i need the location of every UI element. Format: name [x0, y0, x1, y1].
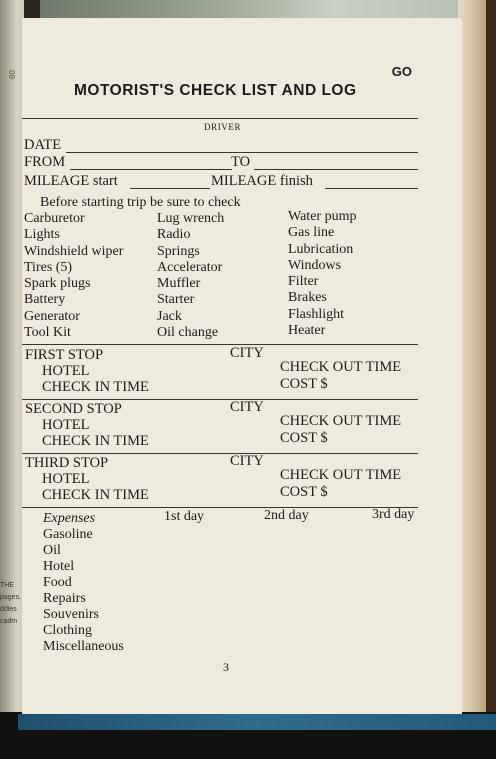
divider	[22, 118, 418, 119]
mileage-start-label: MILEAGE start	[24, 173, 118, 189]
stop-check-out-label: CHECK OUT TIME	[280, 359, 402, 375]
checklist-item: Jack	[157, 308, 182, 324]
page-code: GO	[391, 64, 412, 79]
checklist-item: Tires (5)	[24, 259, 73, 275]
date-label: DATE	[24, 137, 62, 153]
expense-item: Clothing	[43, 623, 93, 638]
expense-item: Miscellaneous	[43, 639, 124, 654]
checklist-item: Accelerator	[157, 259, 223, 275]
left-page-text-line: pages.	[0, 594, 22, 601]
page-title: MOTORIST'S CHECK LIST AND LOG	[74, 82, 357, 99]
left-page-edge	[0, 0, 24, 740]
stop-city-label: CITY	[230, 453, 264, 469]
checklist-item: Water pump	[288, 209, 357, 224]
expense-item: Food	[43, 575, 72, 590]
stop-check-out-label: CHECK OUT TIME	[280, 467, 402, 483]
stop-hotel-label: HOTEL	[42, 417, 90, 433]
date-line[interactable]	[66, 152, 418, 153]
stop-check-in-label: CHECK IN TIME	[42, 379, 149, 395]
checklist-item: Springs	[157, 243, 200, 259]
stop-check-in-label: CHECK IN TIME	[42, 433, 149, 449]
expenses-day-header: 1st day	[164, 509, 205, 524]
to-label: TO	[231, 154, 251, 170]
checklist-item: Lug wrench	[157, 211, 225, 226]
stop-hotel-label: HOTEL	[42, 363, 90, 379]
to-line[interactable]	[254, 169, 418, 170]
book-spine-shadow	[486, 0, 496, 712]
expense-item: Oil	[43, 543, 61, 558]
stop-city-label: CITY	[230, 345, 264, 361]
divider	[22, 453, 418, 454]
checklist-item: Oil change	[157, 325, 219, 341]
stop-cost-label: COST $	[280, 484, 328, 500]
stop-cost-label: COST $	[280, 430, 328, 446]
checklist-item: Lubrication	[288, 241, 354, 257]
left-page-number: 60	[7, 70, 17, 79]
driver-label: DRIVER	[204, 122, 242, 132]
left-page-text-line: THE	[0, 582, 14, 589]
mileage-start-line[interactable]	[130, 188, 210, 189]
stop-name: SECOND STOP	[25, 401, 122, 417]
left-page-text	[0, 580, 20, 628]
checklist-intro: Before starting trip be sure to check	[40, 195, 241, 210]
stop-name: FIRST STOP	[25, 347, 104, 363]
expense-item: Souvenirs	[43, 607, 99, 622]
left-page-text-line: cadm	[0, 618, 18, 625]
checklist-item: Flashlight	[288, 306, 345, 322]
expenses-day-header: 2nd day	[264, 508, 309, 523]
stop-name: THIRD STOP	[25, 455, 109, 471]
checklist-item: Lights	[24, 227, 60, 243]
stop-hotel-label: HOTEL	[42, 471, 90, 487]
mileage-finish-line[interactable]	[325, 188, 418, 189]
stop-check-out-label: CHECK OUT TIME	[280, 413, 402, 429]
left-page-text-line: ddles	[0, 606, 17, 613]
checklist-item: Tool Kit	[24, 325, 71, 341]
checklist-item: Windshield wiper	[24, 243, 124, 259]
checklist-column-3	[288, 209, 356, 339]
checklist-item: Carburetor	[24, 211, 85, 226]
checklist-item: Filter	[288, 274, 319, 290]
book-cover-edge	[18, 714, 496, 730]
page-number: 3	[223, 660, 229, 674]
checklist-item: Gas line	[288, 225, 335, 241]
checklist-item: Spark plugs	[24, 276, 91, 292]
expense-items	[43, 527, 124, 655]
checklist-column-1	[24, 211, 123, 341]
divider	[22, 399, 418, 400]
checklist-item: Windows	[288, 257, 342, 273]
expense-item: Gasoline	[43, 527, 93, 542]
divider	[22, 344, 418, 345]
checklist-page	[22, 18, 462, 714]
checklist-item: Battery	[24, 292, 66, 308]
checklist-column-2	[157, 211, 224, 341]
expenses-day-header: 3rd day	[372, 507, 415, 522]
divider	[22, 507, 418, 508]
checklist-item: Starter	[157, 292, 195, 308]
expense-item: Repairs	[43, 591, 86, 606]
from-label: FROM	[24, 154, 66, 170]
stop-check-in-label: CHECK IN TIME	[42, 487, 149, 503]
checklist-item: Muffler	[157, 276, 201, 292]
expenses-label: Expenses	[43, 511, 96, 526]
mileage-finish-label: MILEAGE finish	[211, 173, 313, 189]
checklist-item: Generator	[24, 308, 80, 324]
checklist-item: Brakes	[288, 290, 327, 306]
checklist-item: Radio	[157, 227, 191, 243]
stop-city-label: CITY	[230, 399, 264, 415]
expense-item: Hotel	[43, 559, 75, 574]
stop-cost-label: COST $	[280, 376, 328, 392]
from-line[interactable]	[70, 169, 232, 170]
checklist-item: Heater	[288, 323, 326, 339]
